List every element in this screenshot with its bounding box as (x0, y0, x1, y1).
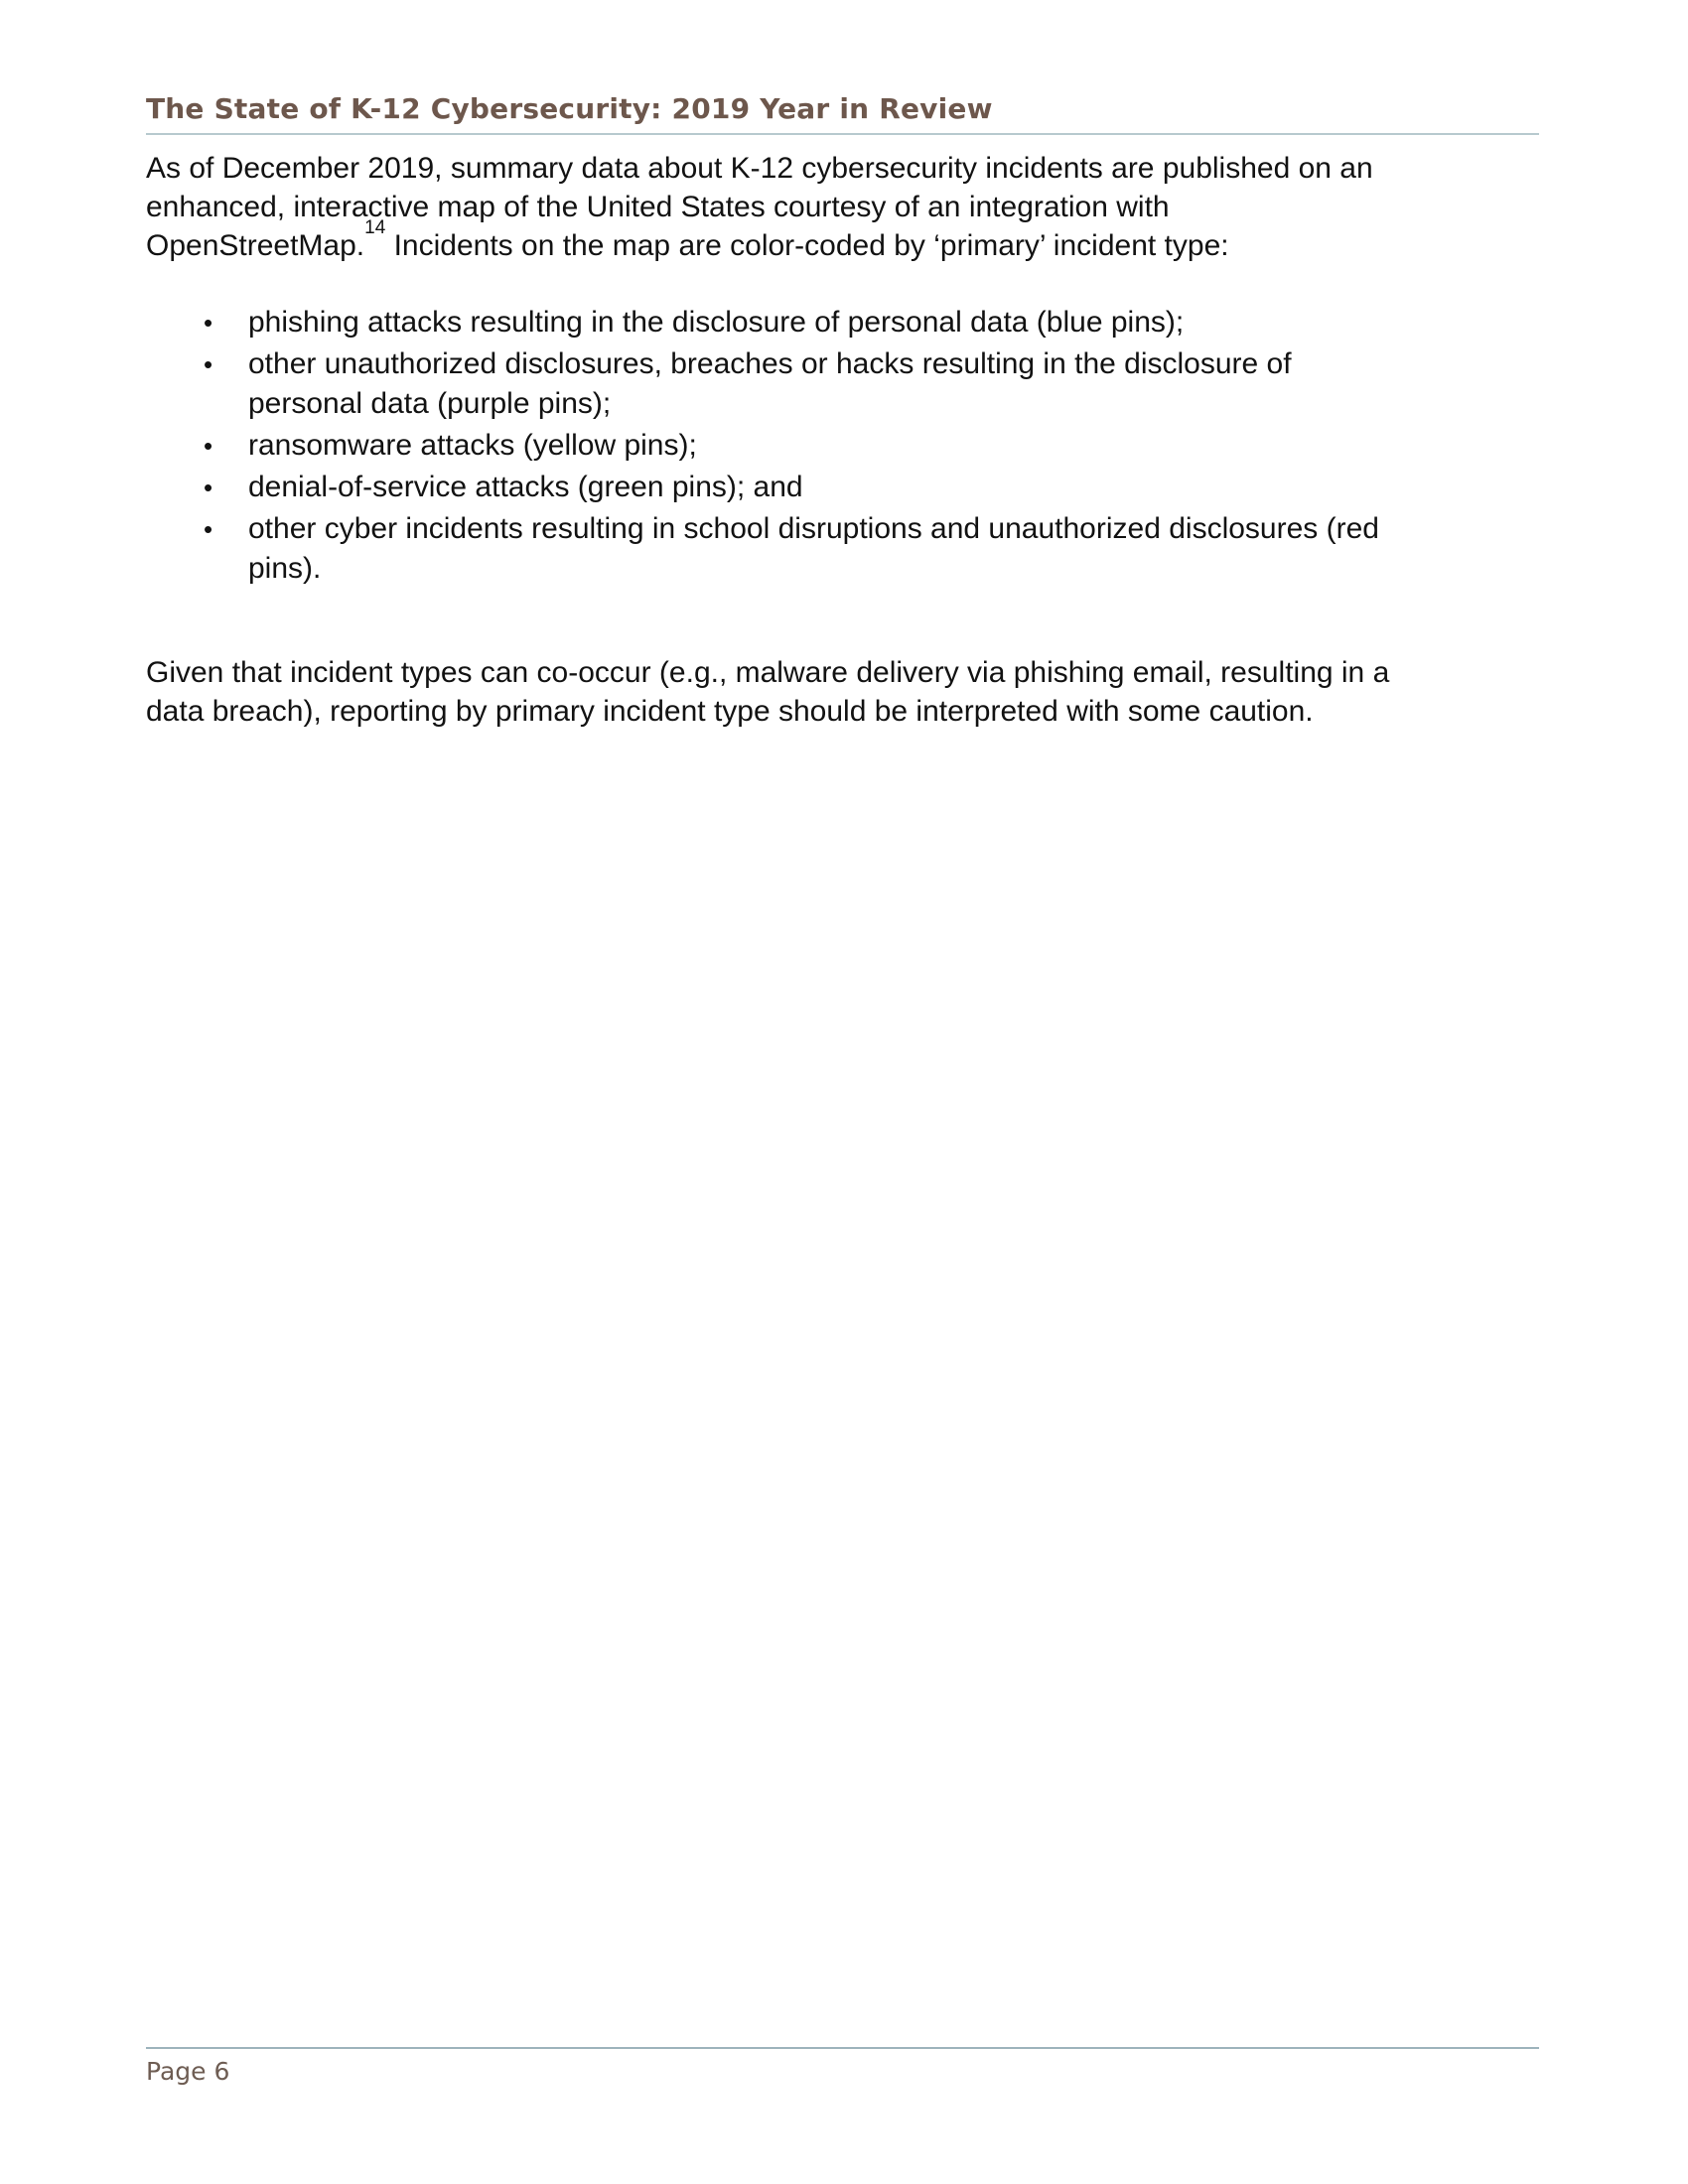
list-item-line: personal data (purple pins); (248, 387, 612, 420)
footer-rule (146, 2047, 1539, 2049)
list-item-line: denial-of-service attacks (green pins); and (248, 471, 803, 503)
list-item-line: ransomware attacks (yellow pins); (248, 429, 697, 462)
caution-line-2: data breach), reporting by primary incident type should be interpreted with some caution. (146, 695, 1314, 728)
intro-line-2: enhanced, interactive map of the United States courtesy of an integration with (146, 191, 1170, 223)
bullet-icon: • (204, 514, 213, 544)
list-item-line: pins). (248, 552, 322, 585)
bullet-icon: • (204, 473, 213, 502)
page-number: Page 6 (146, 2057, 230, 2086)
list-item-line: other unauthorized disclosures, breaches or hacks resulting in the disclosure of (248, 347, 1292, 380)
list-item-line: other cyber incidents resulting in school disruptions and unauthorized disclosures (red (248, 512, 1379, 545)
footnote-ref: 14 (364, 217, 386, 238)
page-title: The State of K-12 Cybersecurity: 2019 Year in Review (146, 92, 993, 125)
list-item-other-cyber-incidents (204, 509, 1539, 589)
incident-type-list (146, 303, 1539, 589)
page-body (146, 149, 1539, 731)
list-item-text (248, 509, 1539, 589)
page-header (146, 93, 1539, 135)
header-rule (146, 133, 1539, 135)
intro-line-1: As of December 2019, summary data about K-12 cybersecurity incidents are published on an (146, 152, 1373, 185)
intro-line-3 (146, 217, 1539, 265)
bullet-icon: • (204, 431, 213, 461)
list-item-text (248, 468, 1539, 507)
list-item-text (248, 426, 1539, 466)
list-item-text (248, 303, 1539, 342)
list-item-unauthorized-disclosures (204, 344, 1539, 424)
bullet-icon: • (204, 349, 213, 379)
page-footer (146, 2047, 1539, 2087)
caution-line-1: Given that incident types can co-occur (e.g., malware delivery via phishing email, resulting in a (146, 656, 1390, 689)
caution-paragraph (146, 653, 1539, 731)
list-item-line: phishing attacks resulting in the disclosure of personal data (blue pins); (248, 306, 1185, 339)
intro-paragraph (146, 149, 1539, 265)
list-item-phishing (204, 303, 1539, 342)
intro-line-3-tail: Incidents on the map are color-coded by ‘primary’ incident type: (385, 229, 1229, 262)
bullet-icon: • (204, 308, 213, 338)
content-column (146, 93, 1539, 731)
list-item-ransomware (204, 426, 1539, 466)
list-item-text (248, 344, 1539, 424)
intro-line-3-text: OpenStreetMap. (146, 229, 365, 262)
list-item-denial-of-service (204, 468, 1539, 507)
